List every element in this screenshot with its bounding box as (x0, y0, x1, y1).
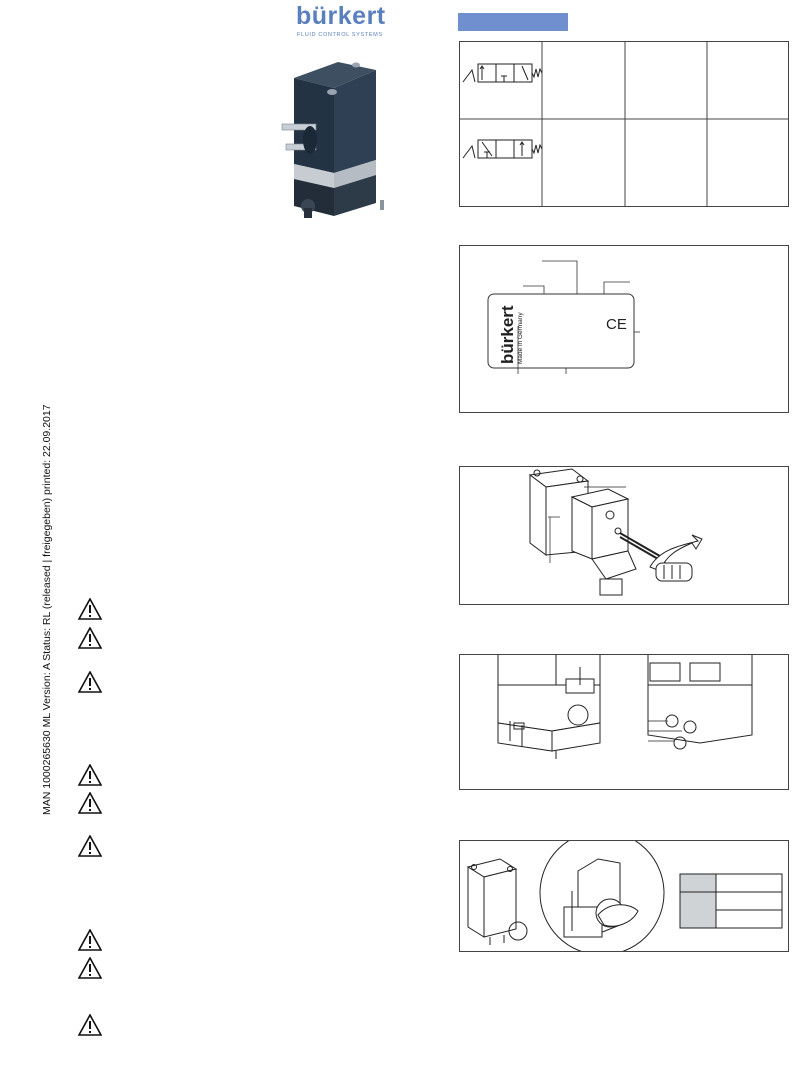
valve-symbol-no (463, 140, 542, 158)
coil-removal-figure (459, 466, 789, 605)
brand-name: bürkert (296, 2, 386, 30)
product-photo (276, 48, 396, 226)
ce-mark: CE (606, 316, 627, 333)
nameplate-subtext: Made in Germany (517, 312, 524, 364)
valve-symbol-nc (463, 64, 542, 82)
override-detail-figure (459, 840, 789, 952)
section-header-bar (458, 13, 568, 31)
warning-icon (78, 792, 102, 814)
manual-override-figure (459, 654, 789, 790)
warning-icon (78, 598, 102, 620)
warning-icon (78, 627, 102, 649)
warning-icon (78, 764, 102, 786)
type-label-figure (459, 245, 789, 413)
switching-symbol-table (459, 41, 789, 207)
warning-icon (78, 835, 102, 857)
document-metadata: MAN 1000265630 ML Version: A Status: RL (released | freigegeben) printed: 22.09.2017 (41, 404, 53, 815)
warning-icon (78, 929, 102, 951)
brand-tagline: FLUID CONTROL SYSTEMS (297, 32, 383, 38)
warning-icon (78, 671, 102, 693)
warning-icon (78, 1014, 102, 1036)
warning-icon (78, 957, 102, 979)
nameplate-brand: bürkert (498, 305, 517, 364)
